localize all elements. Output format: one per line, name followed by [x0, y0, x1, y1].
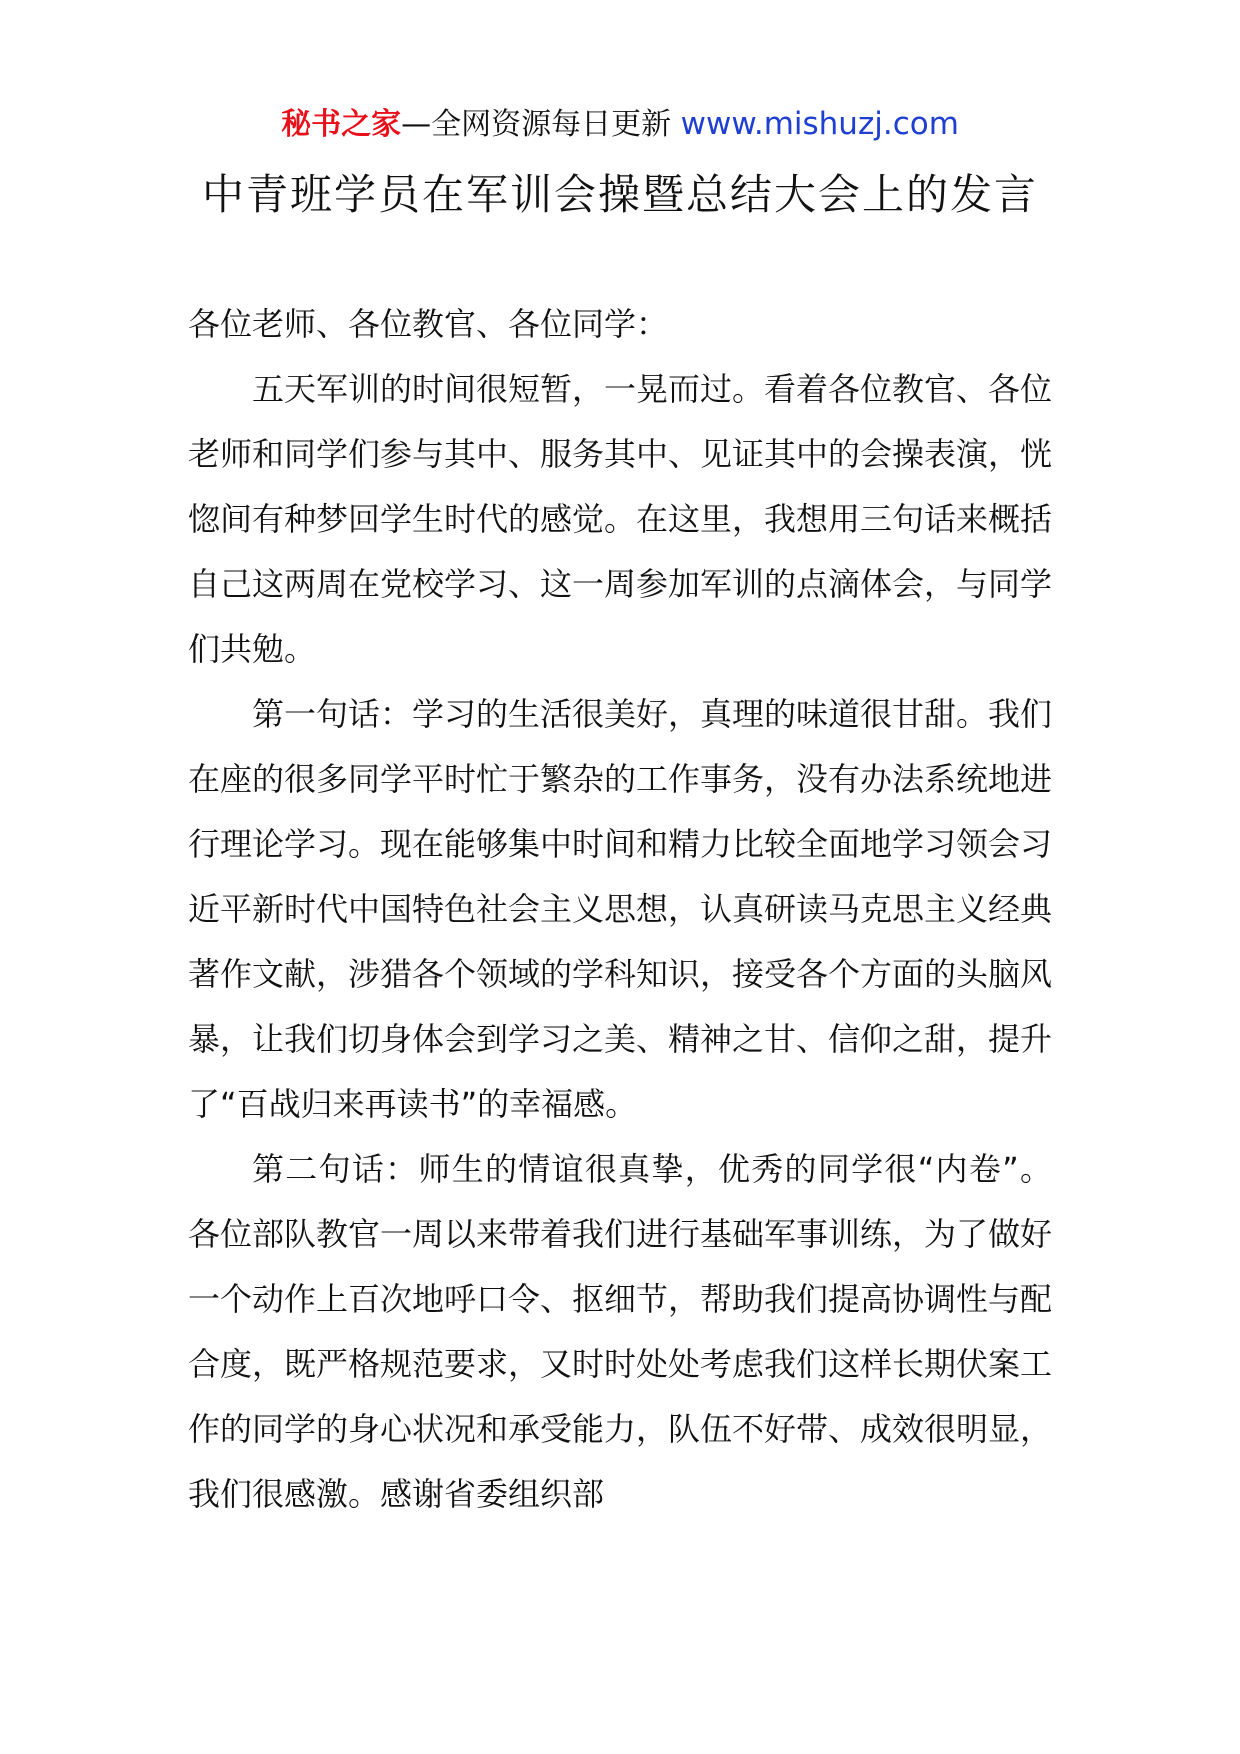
document-title: 中青班学员在军训会操暨总结大会上的发言	[201, 170, 1038, 219]
document-body	[188, 292, 1052, 1527]
brand-name: 秘书之家	[281, 107, 402, 142]
paragraph-1: 五天军训的时间很短暂，一晃而过。看着各位教官、各位老师和同学们参与其中、服务其中、见证其中的会操表演，恍惚间有种梦回学生时代的感觉。在这里，我想用三句话来概括自己这两周在党校学习、这一周参加军训的点滴体会，与同学们共勉。	[188, 370, 1053, 668]
paragraph-3: 第二句话：师生的情谊很真挚，优秀的同学很“内卷”。各位部队教官一周以来带着我们进行基础军事训练，为了做好一个动作上百次地呼口令、抠细节，帮助我们提高协调性与配合度，既严格规范要求，又时时处处考虑我们这样长期伏案工作的同学的身心状况和承受能力，队伍不好带、成效很明显，我们很感激。感谢省委组织部	[188, 1150, 1053, 1513]
site-tagline: —全网资源每日更新	[401, 107, 672, 142]
site-header	[0, 102, 1240, 147]
salutation: 各位老师、各位教官、各位同学：	[188, 305, 669, 343]
paragraph-2: 第一句话：学习的生活很美好，真理的味道很甘甜。我们在座的很多同学平时忙于繁杂的工作事务，没有办法系统地进行理论学习。现在能够集中时间和精力比较全面地学习领会习近平新时代中国特色社会主义思想，认真研读马克思主义经典著作文献，涉猎各个领域的学科知识，接受各个方面的头脑风暴，让我们切身体会到学习之美、精神之甘、信仰之甜，提升了“百战归来再读书”的幸福感。	[188, 695, 1053, 1123]
site-url-link[interactable]: www.mishuzj.com	[680, 106, 959, 142]
